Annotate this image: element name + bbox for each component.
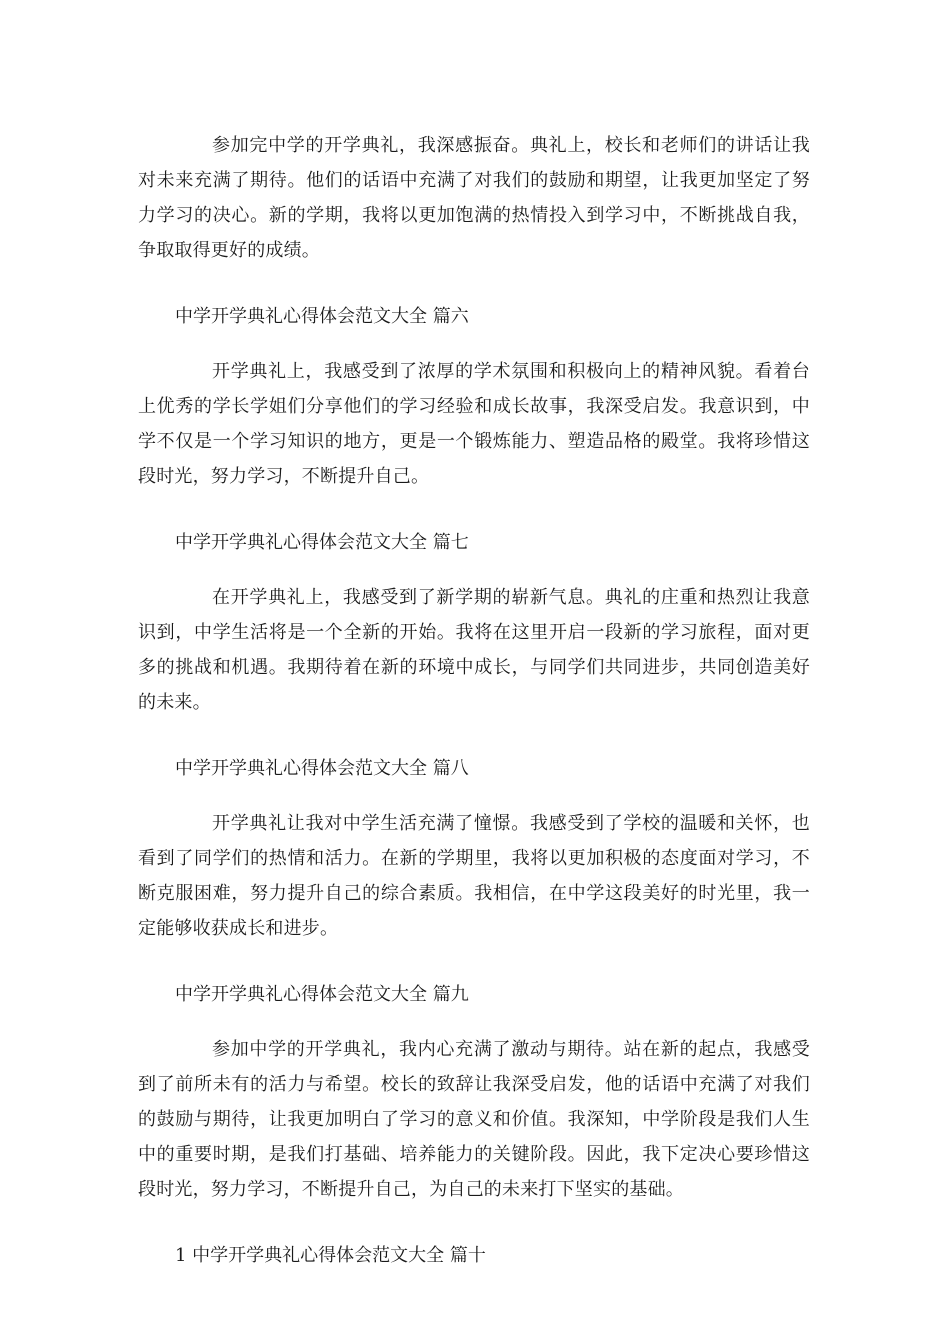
section-heading-6: 中学开学典礼心得体会范文大全 篇六 [175,306,469,327]
spacer [138,268,810,299]
spacer [138,494,810,525]
spacer [138,786,810,806]
section-heading-7: 中学开学典礼心得体会范文大全 篇七 [175,532,469,553]
paragraph-2: 开学典礼上，我感受到了浓厚的学术氛围和积极向上的精神风貌。看着台上优秀的学长学姐们分享他们的学习经验和成长故事，我深受启发。我意识到，中学不仅是一个学习知识的地方，更是一个锻炼能力、塑造品格的殿堂。我将珍惜这段时光，努力学习，不断提升自己。 [138,361,810,487]
paragraph-5: 参加中学的开学典礼，我内心充满了激动与期待。站在新的起点，我感受到了前所未有的活力与希望。校长的致辞让我深受启发，他的话语中充满了对我们的鼓励与期待，让我更加明白了学习的意义和价值。我深知，中学阶段是我们人生中的重要时期，是我们打基础、培养能力的关键阶段。因此，我下定决心要珍惜这段时光，努力学习，不断提升自己，为自己的未来打下坚实的基础。 [138,1039,810,1200]
document-page [138,128,810,1273]
spacer [138,720,810,751]
section-heading-10: 1 中学开学典礼心得体会范文大全 篇十 [175,1245,486,1266]
paragraph-3: 在开学典礼上，我感受到了新学期的崭新气息。典礼的庄重和热烈让我意识到，中学生活将是一个全新的开始。我将在这里开启一段新的学习旅程，面对更多的挑战和机遇。我期待着在新的环境中成长，与同学们共同进步，共同创造美好的未来。 [138,587,810,713]
spacer [138,560,810,580]
spacer [138,1012,810,1032]
paragraph-4: 开学典礼让我对中学生活充满了憧憬。我感受到了学校的温暖和关怀，也看到了同学们的热情和活力。在新的学期里，我将以更加积极的态度面对学习，不断克服困难，努力提升自己的综合素质。我相信，在中学这段美好的时光里，我一定能够收获成长和进步。 [138,813,810,939]
paragraph-1: 参加完中学的开学典礼，我深感振奋。典礼上，校长和老师们的讲话让我对未来充满了期待。他们的话语中充满了对我们的鼓励和期望，让我更加坚定了努力学习的决心。新的学期，我将以更加饱满的热情投入到学习中，不断挑战自我，争取取得更好的成绩。 [138,135,810,261]
section-heading-8: 中学开学典礼心得体会范文大全 篇八 [175,758,469,779]
spacer [138,946,810,977]
section-heading-9: 中学开学典礼心得体会范文大全 篇九 [175,984,469,1005]
spacer [138,334,810,354]
spacer [138,1207,810,1238]
